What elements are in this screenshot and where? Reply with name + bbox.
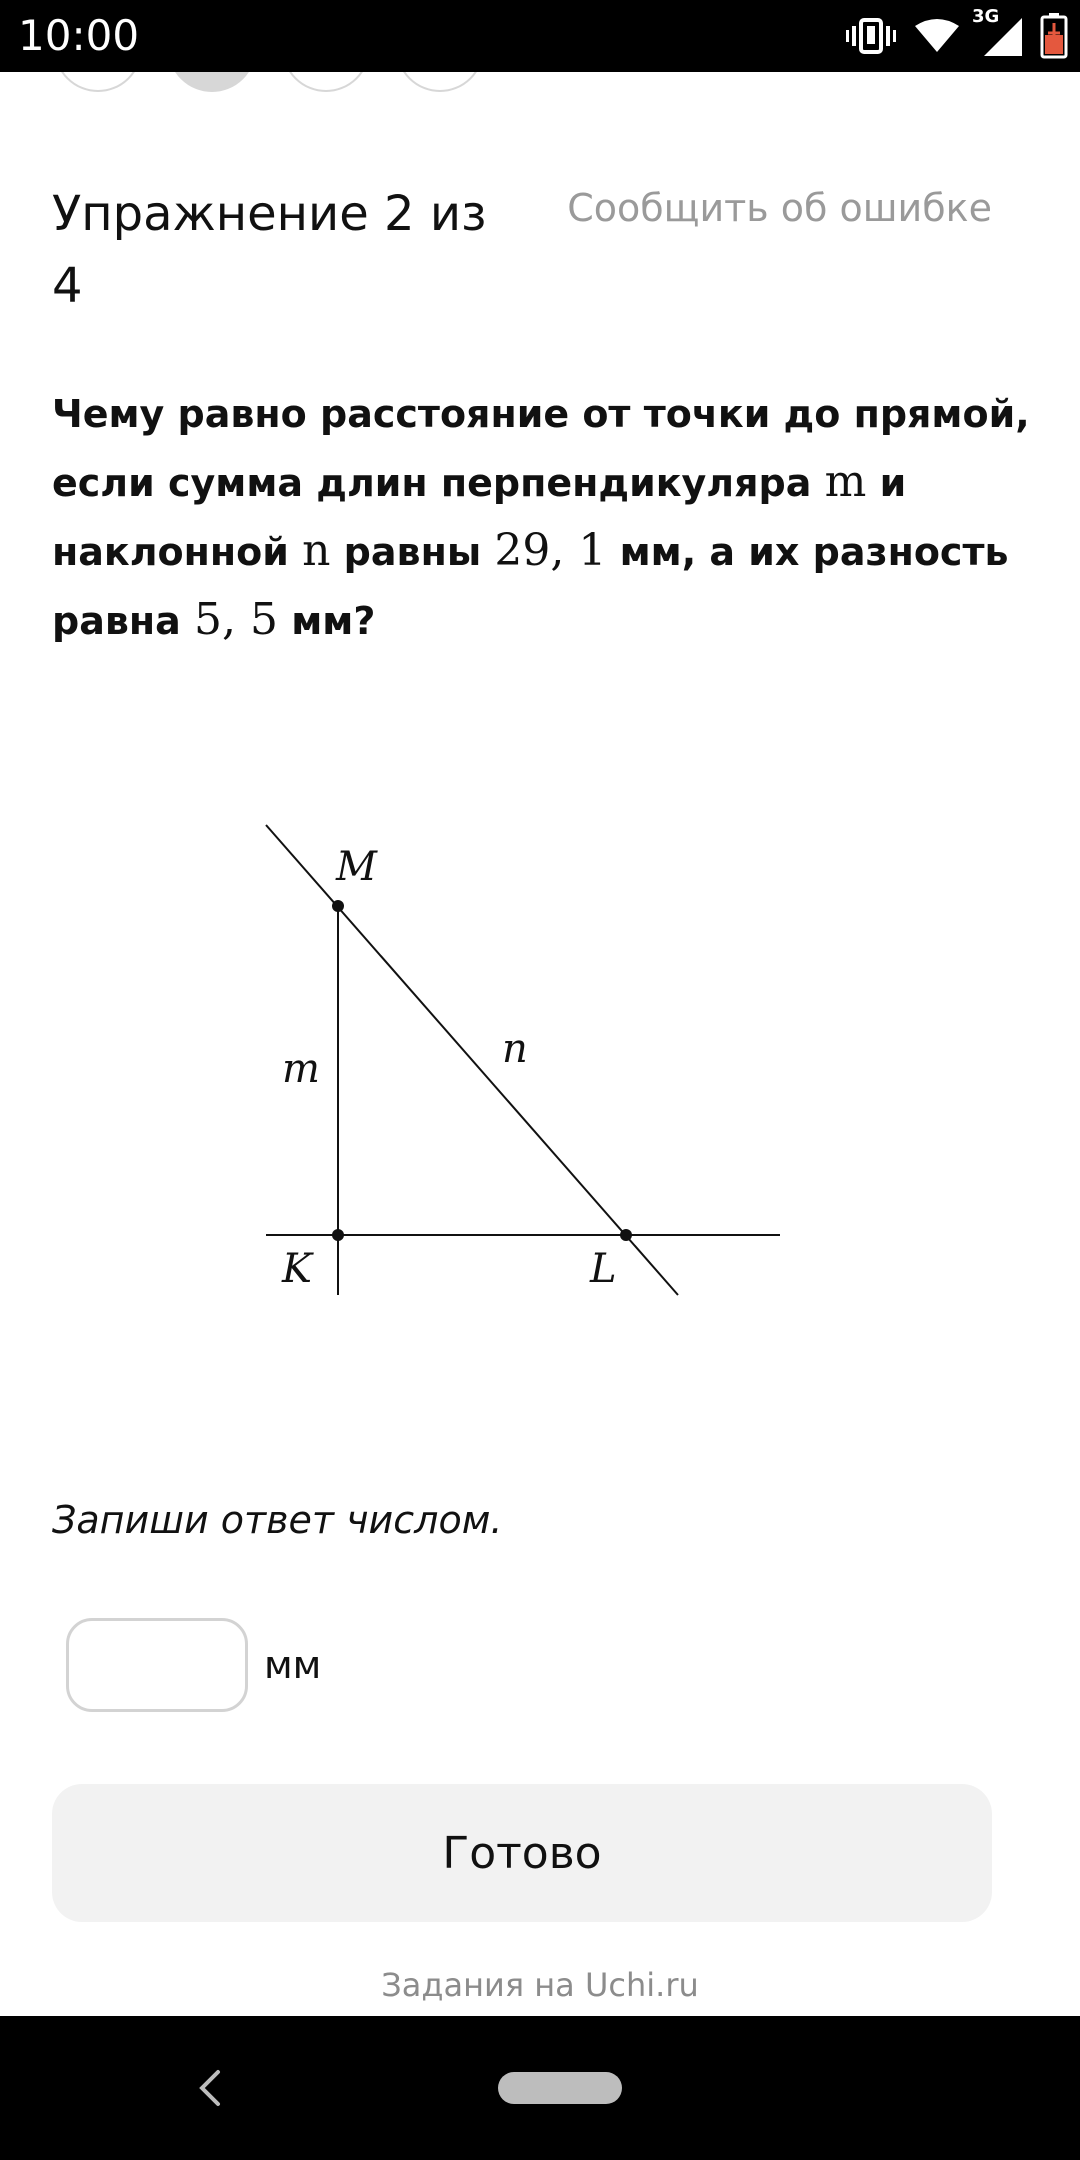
navigation-bar bbox=[0, 2016, 1080, 2160]
question-part: равны bbox=[330, 530, 495, 574]
answer-instruction: Запиши ответ числом. bbox=[52, 1498, 503, 1542]
label-L: L bbox=[590, 1246, 617, 1292]
geometry-diagram bbox=[250, 810, 810, 1320]
point-K bbox=[332, 1229, 344, 1241]
value-sum: 29, 1 bbox=[494, 525, 607, 576]
question-text bbox=[52, 380, 1042, 655]
network-type-label: 3G bbox=[972, 6, 1000, 27]
variable-m: m bbox=[824, 456, 867, 507]
battery-charging-icon bbox=[1040, 13, 1068, 59]
label-K: K bbox=[282, 1246, 312, 1292]
report-error-link[interactable]: Сообщить об ошибке bbox=[567, 186, 992, 230]
question-part: и наклонной bbox=[52, 461, 907, 574]
footer-link[interactable]: Задания на Uchi.ru bbox=[381, 1966, 699, 2004]
question-part: Чему равно расстояние от точки до прямой, если сумма длин перпендикуляра bbox=[52, 392, 1030, 505]
status-bar bbox=[0, 0, 1080, 72]
label-M: M bbox=[336, 844, 377, 890]
cell-signal bbox=[972, 6, 1022, 58]
point-L bbox=[620, 1229, 632, 1241]
question-part: мм? bbox=[278, 599, 376, 643]
status-icons bbox=[846, 6, 1068, 62]
status-time: 10:00 bbox=[18, 11, 140, 60]
point-M bbox=[332, 900, 344, 912]
vibrate-icon bbox=[846, 16, 896, 56]
answer-input[interactable] bbox=[66, 1618, 248, 1712]
variable-n: n bbox=[302, 525, 331, 576]
inclined-line-n bbox=[266, 825, 678, 1295]
answer-unit: мм bbox=[264, 1643, 322, 1687]
label-m: m bbox=[282, 1046, 320, 1092]
question-part: мм, а их разность равна bbox=[52, 530, 1009, 643]
label-n: n bbox=[502, 1026, 528, 1072]
home-pill-button[interactable] bbox=[498, 2072, 622, 2104]
value-difference: 5, 5 bbox=[194, 594, 278, 645]
exercise-title: Упражнение 2 из 4 bbox=[52, 186, 487, 314]
back-icon[interactable] bbox=[188, 2060, 232, 2116]
cell-signal-icon bbox=[978, 14, 1022, 58]
done-button[interactable]: Готово bbox=[52, 1784, 992, 1922]
answer-row bbox=[66, 1618, 321, 1712]
wifi-icon bbox=[914, 18, 960, 54]
